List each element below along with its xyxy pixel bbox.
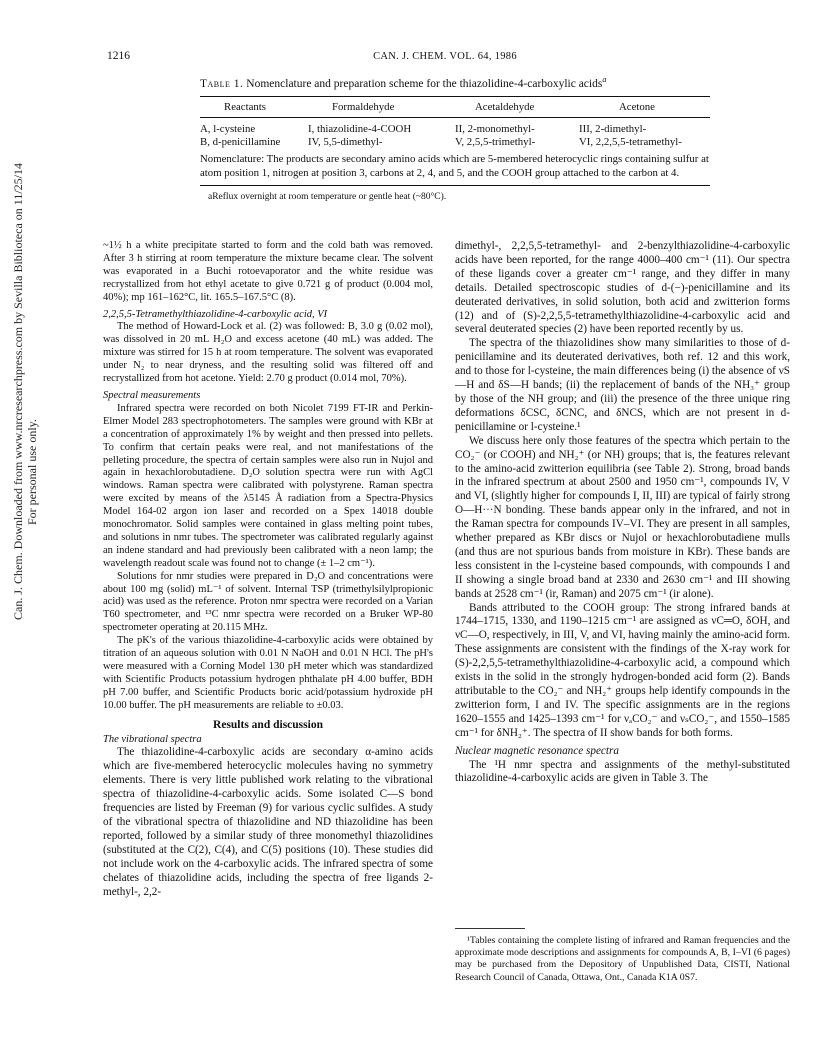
running-head: CAN. J. CHEM. VOL. 64, 1986 xyxy=(373,51,517,62)
table-cell: A, l-cysteine xyxy=(200,122,256,135)
table-header-row xyxy=(200,97,710,117)
table-cell: B, d-penicillamine xyxy=(200,136,281,149)
table-caption-text: Nomenclature and preparation scheme for the thiazolidine-4-carboxylic acids xyxy=(246,77,603,90)
section-heading: Results and discussion xyxy=(213,718,323,731)
paragraph: The ¹H nmr spectra and assignments of the methyl-substituted thiazolidine-4-carboxylic acids are given in Table 3. The xyxy=(455,758,790,785)
download-notice: Can. J. Chem. Downloaded from www.nrcresearchpress.com by Sevilla Biblioteca on 11/25/14 xyxy=(11,162,25,620)
table-cell: V, 2,5,5-trimethyl- xyxy=(455,136,536,149)
right-column xyxy=(455,240,790,786)
table-cell: III, 2-dimethyl- xyxy=(579,122,647,135)
table-cell: I, thiazolidine-4-COOH xyxy=(308,122,412,135)
table-row xyxy=(200,122,710,136)
subheading: 2,2,5,5-Tetramethylthiazolidine-4-carboxylic acid, VI xyxy=(103,308,328,320)
footnote-text: ¹Tables containing the complete listing of infrared and Raman frequencies and the approximate mode descriptions and assignments for compounds A, B, I–VI (6 pages) may be purchased from the Depository of Unpublished Data, CISTI, National Research Council of Canada, Ottawa, Ont., Canada K1A 0S7. xyxy=(455,935,790,983)
table-header-cell: Reactants xyxy=(224,101,266,113)
table-caption xyxy=(200,75,710,90)
paragraph: ~1½ h a white precipitate started to form and the cold bath was removed. After 3 h stirring at room temperature the mixture became clear. The solvent was evaporated in a Buchi rotoevaporator and the white residue was recrystallized from hot ethyl acetate to give 0.721 g of product (0.004 mol, 40%); mp 161–162°C, lit. 165.5–167.5°C (8). xyxy=(103,240,433,303)
paragraph: We discuss here only those features of the spectra which pertain to the CO₂⁻ (or COOH) and NH₂⁺ (or NH) groups; that is, the features relevant to the amino-acid zwitterion equilibria (see Table 2). Strong, broad bands in the infrared spectrum at about 2500 and 1950 cm⁻¹, compounds IV, V and VI, (slightly higher for compounds I, II, III) are typical of fairly strong O—H···N bonding. These bands appear only in the infrared, and not in the Raman spectra for compounds IV–VI. They are present in all samples, whether prepared as KBr discs or Nujol or hexachlorobutadiene mulls (and thus are not spurious bands from moisture in KBr). These bands are less consistent in the l-cysteine based compounds, with compounds I and II showing a single broad band at 2330 and 2630 cm⁻¹ and III showing bands at 2528 cm⁻¹ (ir, Raman) and 2075 cm⁻¹ (ir alone). xyxy=(455,434,790,600)
subheading: The vibrational spectra xyxy=(103,733,202,745)
table-header-rule xyxy=(200,117,710,118)
subheading: Nuclear magnetic resonance spectra xyxy=(455,744,619,757)
table-header-cell: Acetaldehyde xyxy=(475,101,535,113)
footnote-rule xyxy=(455,928,525,929)
personal-use-notice: For personal use only. xyxy=(25,419,39,525)
table-cell: II, 2-monomethyl- xyxy=(455,122,535,135)
table-bottom-rule xyxy=(200,185,710,186)
left-column xyxy=(103,240,433,899)
paragraph: The pK's of the various thiazolidine-4-carboxylic acids were obtained by titration of an aqueous solution with 0.01 N NaOH and 0.01 N HCl. The pH's were measured with a Corning Model 130 pH meter which was standardized with Scientific Products potassium hydrogen phthalate pH 4.00 buffer, BDH pH 7.00 buffer, and Scientific Products boric acid/potassium hydroxide pH 10.00 buffer. The pH measurements are reliable to ±0.03. xyxy=(103,635,433,711)
table-nomenclature-note: Nomenclature: The products are secondary amino acids which are 5-membered heterocyclic rings containing sulfur at atom position 1, nitrogen at position 3, carbons at 2, 4, and 5, and the COOH group attached to the carbon at 4. xyxy=(200,153,709,179)
paragraph: Solutions for nmr studies were prepared in D₂O and concentrations were about 100 mg (solid) mL⁻¹ of solvent. Internal TSP (trimethylsilylpropionic acid) was used as the reference. Proton nmr spectra were recorded on a Varian T60 spectrometer, and ¹³C nmr spectra were recorded on a Bruker WP-80 spectrometer operating at 20.115 MHz. xyxy=(103,570,433,634)
paragraph: The spectra of the thiazolidines show many similarities to those of d-penicillamine and its deuterated derivatives, both ref. 12 and this work, and to those for l-cysteine, the main differences being (i) the absence of νS—H and δS—H bands; (ii) the replacement of bands of the NH₃⁺ group by those of the NH group; and (iii) the presence of the three unique ring deformations δCSC, δCNC, and δNCS, which are not present in d-penicillamine or l-cysteine.¹ xyxy=(455,337,790,433)
table-header-cell: Formaldehyde xyxy=(332,101,395,113)
footnote xyxy=(455,935,790,984)
table-cell: VI, 2,2,5,5-tetramethyl- xyxy=(579,136,682,149)
table-header-cell: Acetone xyxy=(619,101,655,113)
table-footnote: aReflux overnight at room temperature or gentle heat (~80°C). xyxy=(208,192,447,202)
table-caption-mark: a xyxy=(602,75,607,84)
table-label: Table 1. xyxy=(200,77,244,90)
paragraph: dimethyl-, 2,2,5,5-tetramethyl- and 2-benzylthiazolidine-4-carboxylic acids have been reported, for the range 4000–400 cm⁻¹ (11). Our spectra of these ligands cover a greater cm⁻¹ range, and they differ in many details. Detailed spectroscopic studies of d-(−)-penicillamine and its deuterated derivatives, in solid solution, both acid and zwitterion forms (12) and of (S)-2,2,5,5-tetramethylthiazolidine-4-carboxylic acid and several deuterated species (2) have been reported recently by us. xyxy=(455,240,790,336)
paragraph: The method of Howard-Lock et al. (2) was followed: B, 3.0 g (0.02 mol), was dissolved in 20 mL H₂O and excess acetone (40 mL) was added. The mixture was stirred for 15 h at room temperature. The solvent was evaporated under N₂ to near dryness, and the resulting solid was filtered off and recrystallized from hot acetone. Yield: 2.70 g product (0.014 mol, 70%). xyxy=(103,321,433,385)
table-row xyxy=(200,136,710,150)
table-cell: IV, 5,5-dimethyl- xyxy=(308,136,383,149)
page-number: 1216 xyxy=(107,50,130,62)
paragraph: The thiazolidine-4-carboxylic acids are secondary α-amino acids which are five-membered heterocyclic molecules having no symmetry elements. There is very little published work relating to the vibrational spectra of thiazolidine-4-carboxylic acids. Some isolated C—S bond frequencies are listed by Freeman (9) for various cyclic sulfides. A study of the vibrational spectra of thiazolidine and ND thiazolidine has been reported, followed by a similar study of three monomethyl thiazolidines (substituted at the C(2), C(4), and C(5) positions (10). These studies did not include work on the 4-carboxylic acids. The infrared spectra of some chelates of thiazolidine acids, including the spectra of free ligands 2-methyl-, 2,2- xyxy=(103,746,433,898)
paragraph: Infrared spectra were recorded on both Nicolet 7199 FT-IR and Perkin-Elmer Model 283 spectrophotometers. The samples were ground with KBr at a concentration of approximately 1% by weight and then pressed into pellets. To confirm that certain peaks were real, and not manifestations of the pelleting procedure, the spectra of certain samples were also run in Nujol and again in hexachlorobutadiene. D₂O solution spectra were run with AgCl windows. Raman spectra were calibrated with polystyrene. Raman spectra were excited by means of the λ5145 Å radiation from a Spectra-Physics Model 164-02 argon ion laser and recorded on a Spex 14018 double monochromator. Solid samples were contained in glass melting point tubes, and solutions in nmr tubes. The spectrometer was calibrated regularly against an indene standard and had previously been calibrated with a neon lamp; the wavelength readout scale was found not to change (± 1–2 cm⁻¹). xyxy=(103,402,433,569)
nomenclature-table xyxy=(200,96,710,202)
subheading: Spectral measurements xyxy=(103,389,201,401)
paragraph: Bands attributed to the COOH group: The strong infrared bands at 1744–1715, 1330, and 1190–1215 cm⁻¹ are assigned as νC═O, δOH, and νC—O, respectively, in III, V, and VI, having mainly the amino-acid form. These assignments are consistent with the findings of the X-ray work for (S)-2,2,5,5-tetramethylthiazolidine-4-carboxylic acid, a compound which exists in the solid in the strongly hydrogen-bonded acid form (2). Bands attributable to the CO₂⁻ and NH₂⁺ groups help identify compounds in the zwitterion form, I and IV. The specific assignments are in the regions 1620–1555 and 1425–1393 cm⁻¹ for νₐCO₂⁻ and νₛCO₂⁻, and 1550–1585 cm⁻¹ for δNH₂⁺. The spectra of II show bands for both forms. xyxy=(455,601,790,739)
